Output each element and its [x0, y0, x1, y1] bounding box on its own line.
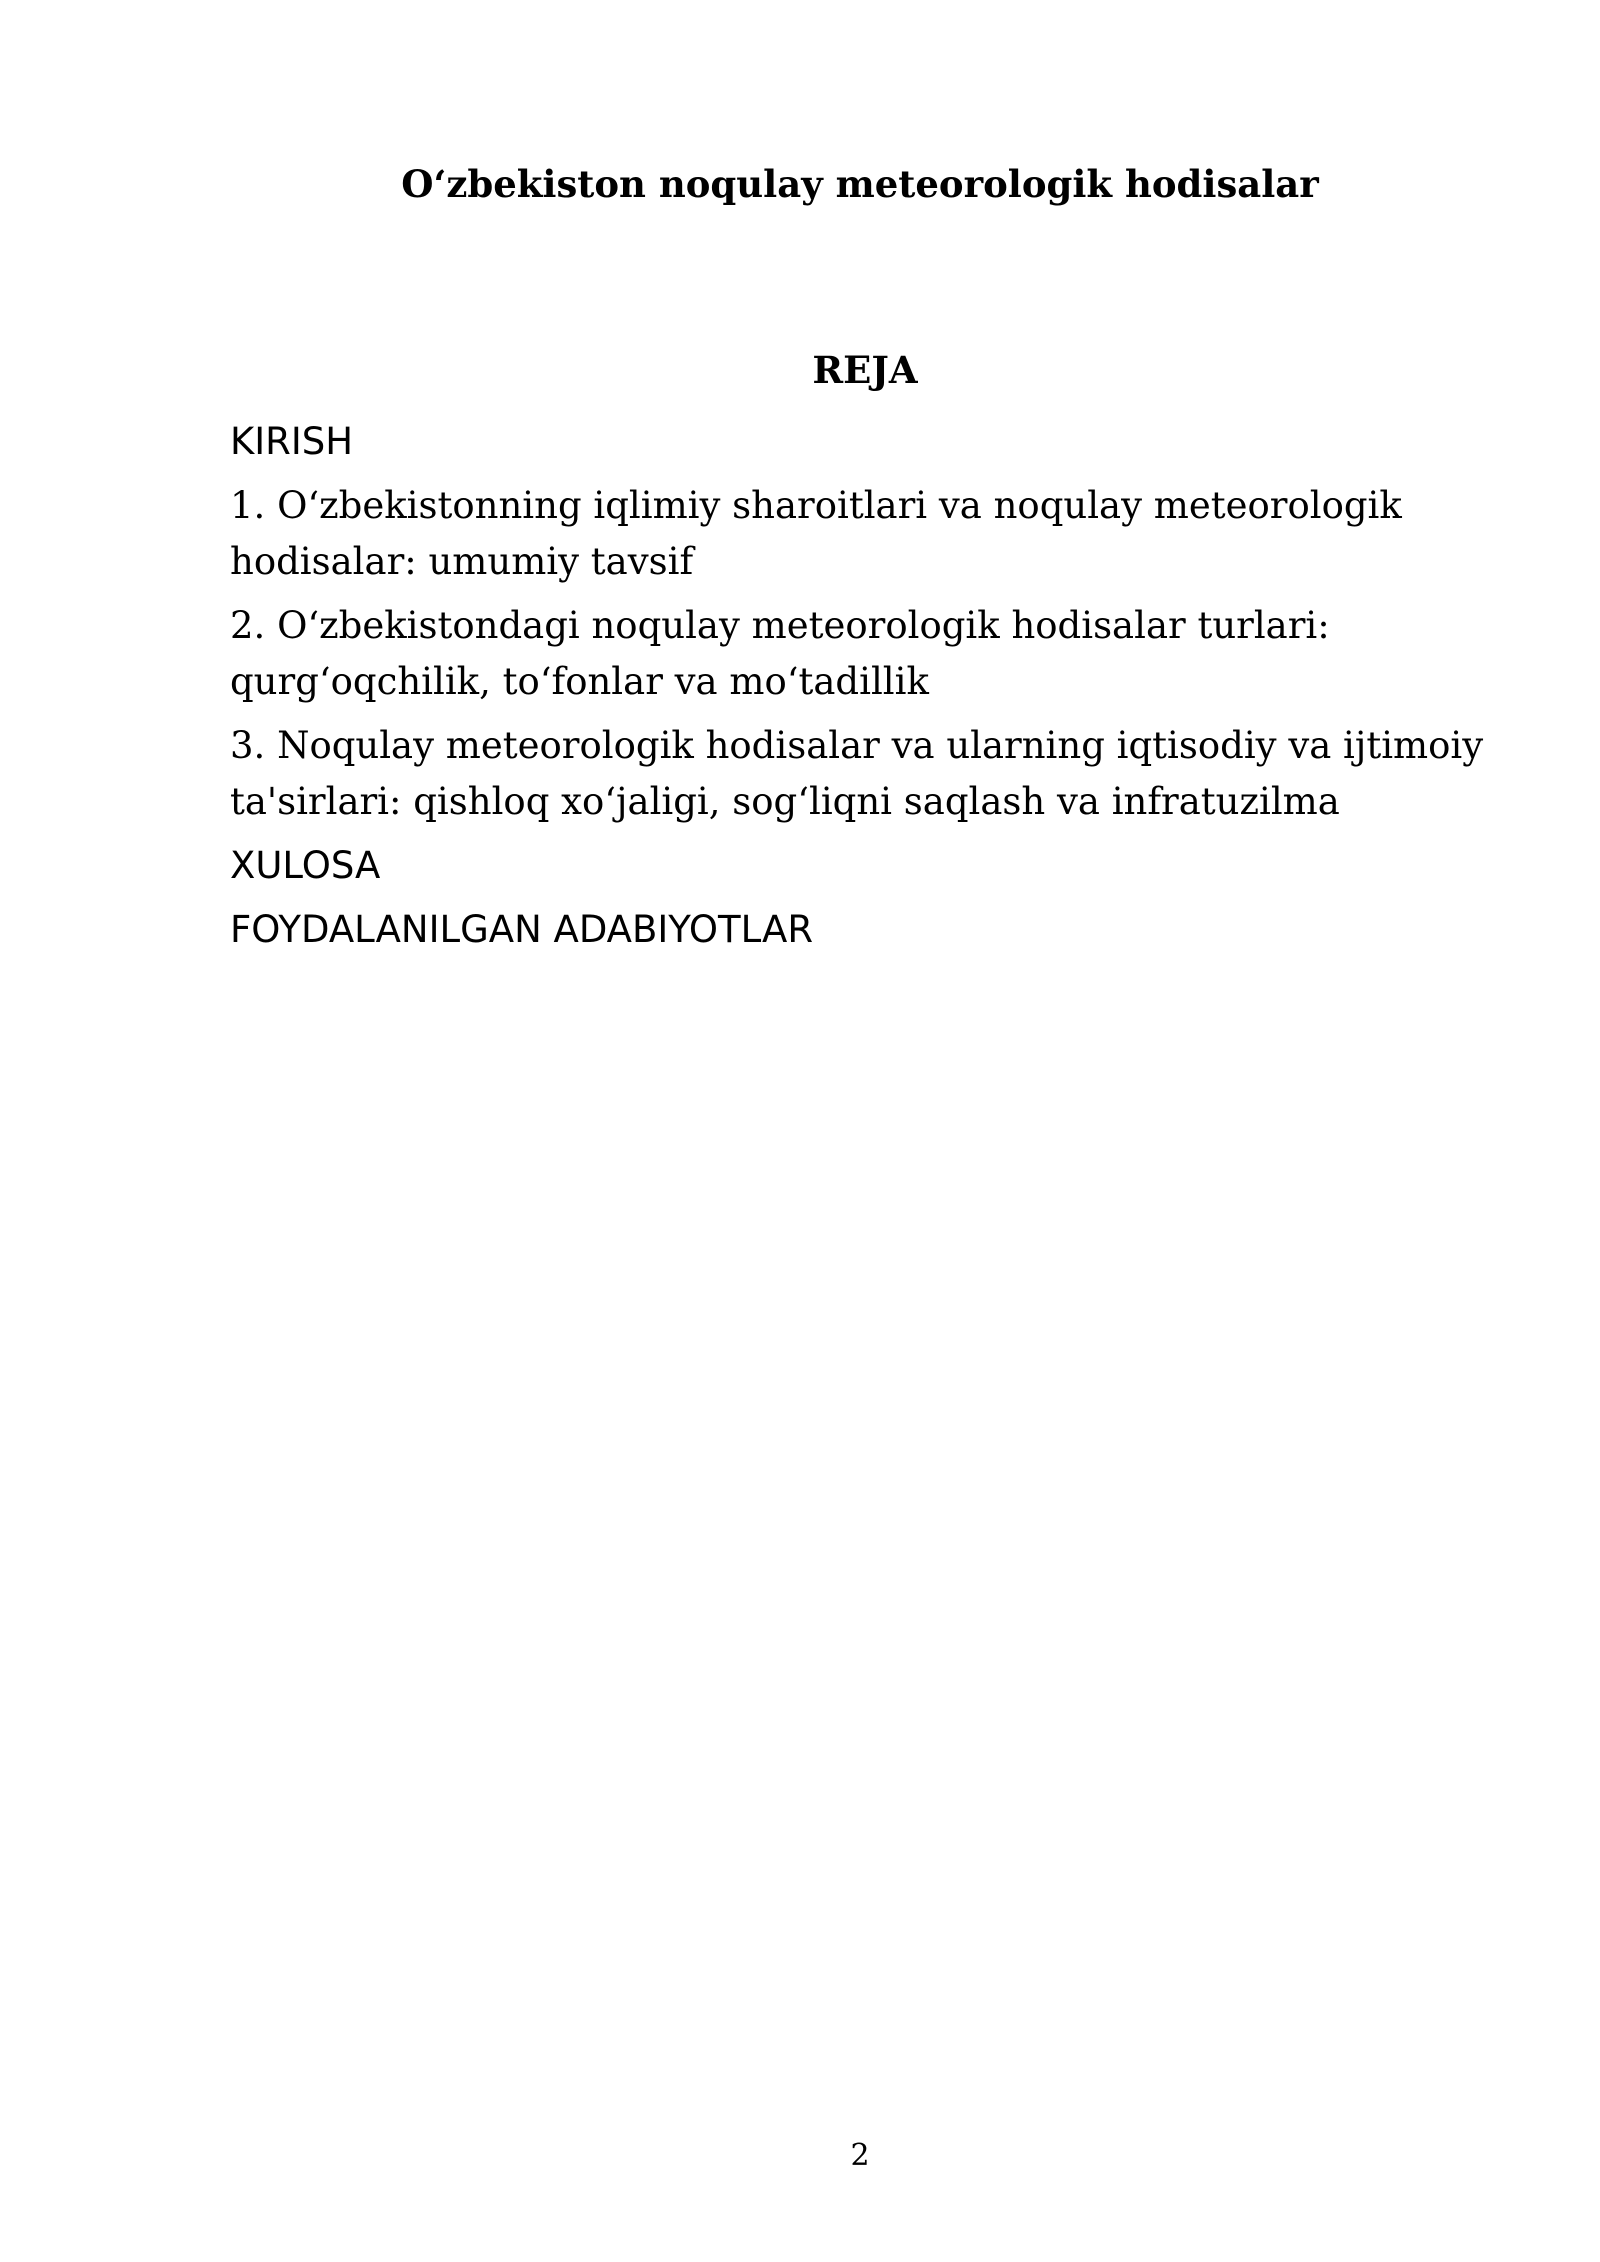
- plan-heading: REJA: [812, 348, 918, 392]
- plan-item-2: 2. O‘zbekistondagi noqulay meteorologik hodisalar turlari: qurg‘oqchilik, to‘fonlar va mo‘tadillik: [230, 604, 1330, 703]
- plan-item-introduction: KIRISH: [230, 420, 354, 463]
- document-title: O‘zbekiston noqulay meteorologik hodisalar: [401, 162, 1319, 206]
- plan-item-references: FOYDALANILGAN ADABIYOTLAR: [230, 908, 814, 951]
- plan-item-3: 3. Noqulay meteorologik hodisalar va ularning iqtisodiy va ijtimoiy ta'sirlari: qishloq xo‘jaligi, sog‘liqni saqlash va infratuzilma: [230, 724, 1484, 823]
- plan-item-1: 1. O‘zbekistonning iqlimiy sharoitlari va noqulay meteorologik hodisalar: umumiy tavsif: [230, 484, 1402, 583]
- page-number: 2: [850, 2138, 870, 2173]
- plan-item-conclusion: XULOSA: [230, 844, 381, 887]
- plan-list: [230, 414, 1500, 966]
